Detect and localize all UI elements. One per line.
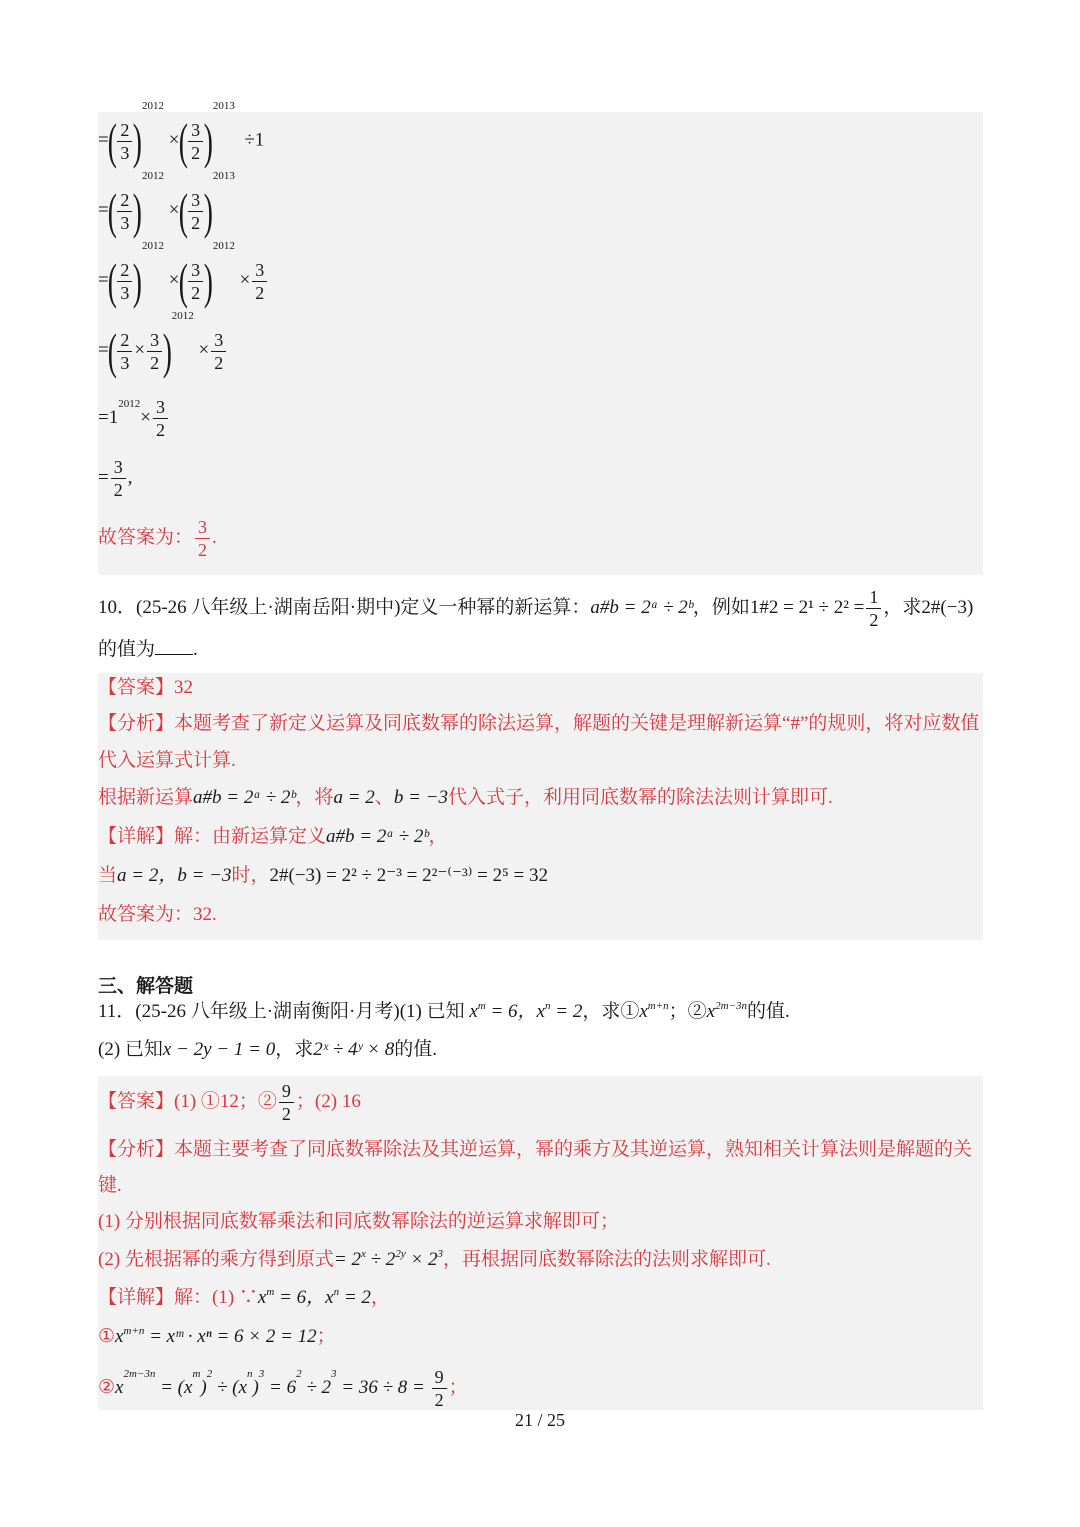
prev-final-answer: 故答案为： $\frac{3}{2}$ . [98,517,217,560]
q11-answer: 【答案】(1) ①12；② $\frac{9}{2}$ ；(2) 16 [98,1081,361,1124]
q11-part1: 11．(25-26 八年级上·湖南衡阳·月考)(1) 已知 $x^m = 6$，$x^n = 2$，求$①x^{m+n}$；$②x^{2m-3n}$的值. [98,1000,790,1022]
q11-detail-2: $②x^{2m-3n} = (x^m)^2 \div (x^n)^3 = 6^2 \div 2^3 = 36 \div 8$ = $\frac{9}{2}$ ； [98,1367,468,1410]
q10-detail: 【详解】解：由新运算定义a#b = 2ᵃ ÷ 2ᵇ， [98,826,448,847]
q10-answer: 【答案】32 [98,677,194,698]
page-number: 21 / 25 [514,1410,565,1430]
step-6: = $\frac{3}{2}$ , [98,457,133,500]
q10-stem-cont: 的值为 . [98,639,198,660]
step-1: =( $\frac{2}{3}$ )2012 ×( $\frac{3}{2}$ )2013 ÷1 [98,100,265,169]
step-2: =( $\frac{2}{3}$ )2012 ×( $\frac{3}{2}$ )2013 [98,170,235,239]
answer-block-q11 [98,1076,983,1410]
q10-analysis: 【分析】本题考查了新定义运算及同底数幂的除法运算，解题的关键是理解新运算“#”的规则，将对应数值 [98,713,980,734]
step-4: =( $\frac{2}{3}$ × $\frac{3}{2}$ )2012 × $\frac{3}{2}$ [98,326,228,376]
q10-final: 故答案为：32. [98,904,217,925]
q10-detail-calc: 当a = 2，b = −3时，2#(−3) = 2² ÷ 2⁻³ = 2²⁻⁽⁻³⁾ = 2⁵ = 32 [98,865,548,886]
q11-analysis: 【分析】本题主要考查了同底数幂除法及其逆运算，幂的乘方及其逆运算，熟知相关计算法则是解题的关 [98,1139,973,1160]
q10-analysis-cont: 代入运算式计算. [98,750,236,771]
q10-analysis-method: 根据新运算a#b = 2ᵃ ÷ 2ᵇ，将a = 2、b = −3代入式子，利用同底数幂的除法法则计算即可. [98,787,833,808]
q11-detail: 【详解】解：(1) $\because x^m = 6$，$x^n = 2$， [98,1286,390,1308]
section-heading: 三、解答题 [98,976,194,997]
q11-part2: (2) 已知x − 2y − 1 = 0，求2ˣ ÷ 4ʸ × 8的值. [98,1039,437,1060]
answer-blank [155,638,193,655]
q11-analysis-cont: 键. [98,1175,122,1196]
q11-analysis-part2: (2) 先根据幂的乘方得到原式= $2^x \div 2^{2y} \times 2^3$，再根据同底数幂除法的法则求解即可. [98,1248,771,1270]
q11-detail-1: $①x^{m+n}$ = xᵐ · xⁿ = 6 × 2 = 12； [98,1325,336,1347]
q10-stem: 10．(25-26 八年级上·湖南岳阳·期中)定义一种幂的新运算：a#b = 2ᵃ ÷ 2ᵇ，例如1#2 = 2¹ ÷ 2² = $\frac{1}{2}$ ，求2#(−3) [98,587,974,630]
step-3: =( $\frac{2}{3}$ )2012 ×( $\frac{3}{2}$ )2012 × $\frac{3}{2}$ [98,256,269,306]
step-5: $=1^{2012}\times$ $\frac{3}{2}$ [98,398,170,439]
q11-analysis-part1: (1) 分别根据同底数幂乘法和同底数幂除法的逆运算求解即可； [98,1211,619,1232]
